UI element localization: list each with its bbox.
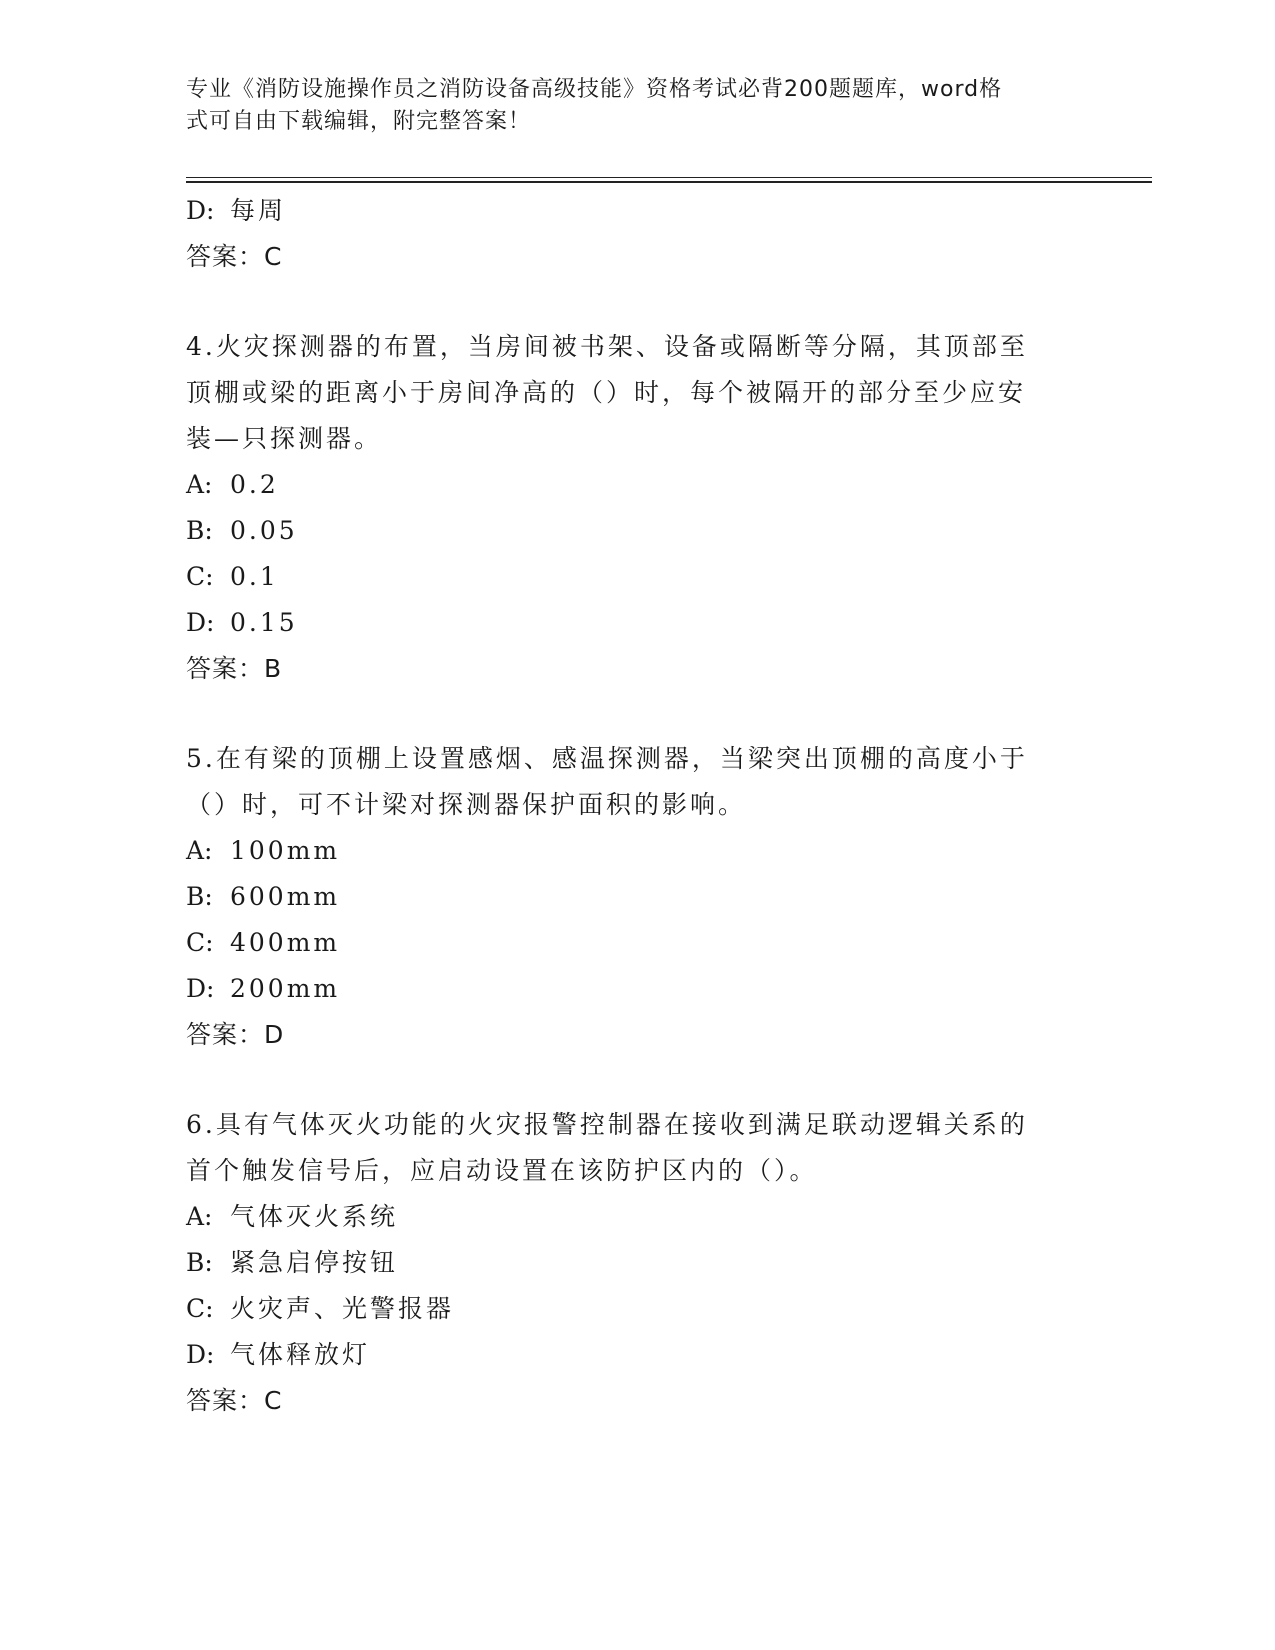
- option-text: 400mm: [230, 928, 341, 957]
- option-c: [186, 1286, 1066, 1332]
- option-c: [186, 920, 1066, 966]
- option-key: A:: [186, 470, 213, 499]
- option-a: [186, 828, 1066, 874]
- answer-line: 答案：C: [186, 1386, 283, 1415]
- option-text: 200mm: [230, 974, 341, 1003]
- header-line-2: 式可自由下载编辑，附完整答案！: [186, 109, 532, 134]
- option-b: [186, 508, 1066, 554]
- question-stem: [186, 1102, 1066, 1194]
- header-line-1: 专业《消防设施操作员之消防设备高级技能》资格考试必背200题题库，word格: [186, 77, 1003, 102]
- option-key: B:: [186, 1248, 213, 1277]
- question-stem: [186, 736, 1066, 828]
- option-b: [186, 1240, 1066, 1286]
- option-d: [186, 188, 1066, 234]
- option-d: [186, 1332, 1066, 1378]
- option-text: 紧急启停按钮: [230, 1248, 399, 1277]
- option-text: 0.1: [230, 562, 279, 591]
- option-key: A:: [186, 836, 213, 865]
- question-line: 4.火灾探测器的布置，当房间被书架、设备或隔断等分隔，其顶部至: [186, 332, 1028, 361]
- answer-line: 答案：B: [186, 654, 283, 683]
- option-key: D:: [186, 196, 215, 225]
- option-key: A:: [186, 1202, 213, 1231]
- question-line: 首个触发信号后，应启动设置在该防护区内的（）。: [186, 1156, 818, 1185]
- question-line: 顶棚或梁的距离小于房间净高的（）时，每个被隔开的部分至少应安: [186, 378, 1027, 407]
- answer-line: 答案：C: [186, 242, 283, 271]
- page-header: [186, 74, 1066, 138]
- answer-line: 答案：D: [186, 1020, 285, 1049]
- option-text: 0.2: [230, 470, 279, 499]
- option-text: 100mm: [230, 836, 341, 865]
- question-line: 5.在有梁的顶棚上设置感烟、感温探测器，当梁突出顶棚的高度小于: [186, 744, 1028, 773]
- option-key: D:: [186, 974, 215, 1003]
- option-key: B:: [186, 882, 213, 911]
- option-text: 0.05: [230, 516, 298, 545]
- option-key: B:: [186, 516, 213, 545]
- option-key: C:: [186, 1294, 214, 1323]
- question-line: 装—只探测器。: [186, 424, 383, 453]
- option-d: [186, 966, 1066, 1012]
- option-text: 每周: [230, 196, 287, 225]
- option-text: 600mm: [230, 882, 341, 911]
- option-key: D:: [186, 1340, 215, 1369]
- option-text: 气体释放灯: [230, 1340, 371, 1369]
- option-text: 气体灭火系统: [230, 1202, 399, 1231]
- header-rule-thick: [186, 181, 1152, 183]
- option-text: 火灾声、光警报器: [230, 1294, 455, 1323]
- option-key: D:: [186, 608, 215, 637]
- question-stem: [186, 324, 1066, 462]
- question-list: [186, 188, 1066, 1424]
- option-a: [186, 462, 1066, 508]
- option-b: [186, 874, 1066, 920]
- question-line: 6.具有气体灭火功能的火灾报警控制器在接收到满足联动逻辑关系的: [186, 1110, 1028, 1139]
- header-rule-thin: [186, 177, 1152, 178]
- option-a: [186, 1194, 1066, 1240]
- option-d: [186, 600, 1066, 646]
- question-line: （）时，可不计梁对探测器保护面积的影响。: [186, 790, 747, 819]
- option-text: 0.15: [230, 608, 298, 637]
- option-c: [186, 554, 1066, 600]
- option-key: C:: [186, 562, 214, 591]
- option-key: C:: [186, 928, 214, 957]
